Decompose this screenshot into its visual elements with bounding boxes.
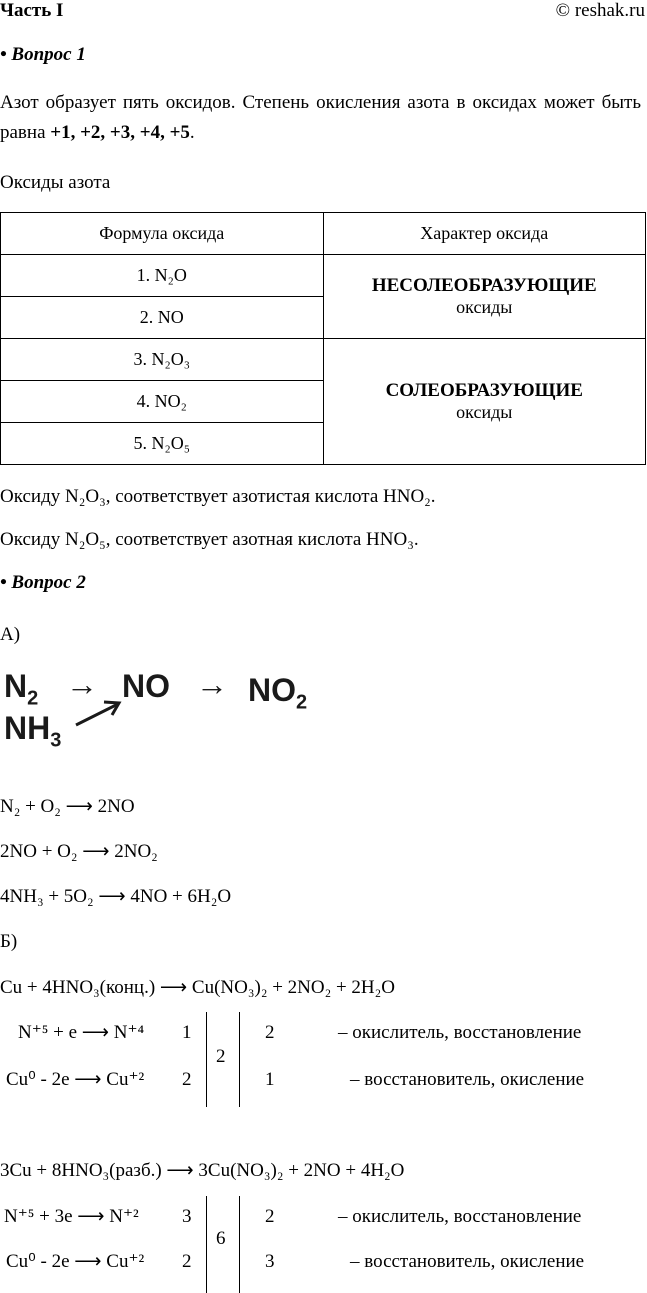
table-header-row	[1, 213, 646, 255]
equation-dilute: 3Cu + 8HNO₃(разб.) ⟶ 3Cu(NO₃)₂ + 2NO + 4H₂O	[0, 1160, 405, 1181]
electrons: 2	[182, 1251, 192, 1272]
divider	[239, 1196, 240, 1293]
electrons: 2	[182, 1069, 192, 1090]
formula-cell: 1. N₂O	[1, 255, 324, 297]
coefficient: 2	[265, 1022, 275, 1043]
equation: 2NO + O₂ ⟶ 2NO₂	[0, 841, 158, 862]
group-title: НЕСОЛЕОБРАЗУЮЩИЕ	[371, 275, 597, 296]
header-formula: Формула оксида	[1, 213, 324, 255]
lcm: 6	[216, 1228, 226, 1249]
lcm: 2	[216, 1046, 226, 1067]
coefficient: 2	[265, 1206, 275, 1227]
copyright: © reshak.ru	[555, 0, 645, 21]
electrons: 3	[182, 1206, 192, 1227]
coefficient: 3	[265, 1251, 275, 1272]
half-reaction: Cu⁰ - 2e ⟶ Cu⁺²	[6, 1251, 145, 1272]
group-title: СОЛЕОБРАЗУЮЩИЕ	[385, 380, 583, 401]
scheme-arrow: →	[196, 666, 228, 702]
formula-cell: 2. NO	[1, 297, 324, 339]
divider	[206, 1012, 207, 1107]
divider	[206, 1196, 207, 1293]
scheme-no2: $NO_2$	[248, 672, 308, 714]
part-b-label: Б)	[0, 931, 18, 952]
intro-text: Азот образует пять оксидов. Степень окисления азота в оксидах может быть равна	[0, 92, 641, 143]
question-1-title: • Вопрос 1	[0, 44, 86, 65]
scheme-nh3: $NH_3$	[4, 710, 62, 752]
group-cell-nonsalt	[323, 255, 646, 339]
role: – восстановитель, окисление	[350, 1069, 585, 1090]
equation-conc: Cu + 4HNO₃(конц.) ⟶ Cu(NO₃)₂ + 2NO₂ + 2H₂O	[0, 977, 396, 998]
half-reaction: Cu⁰ - 2e ⟶ Cu⁺²	[6, 1069, 145, 1090]
formula-cell: 3. N₂O₃	[1, 339, 324, 381]
formula-cell: 4. NO₂	[1, 381, 324, 423]
role: – восстановитель, окисление	[350, 1251, 585, 1272]
intro-paragraph	[0, 88, 641, 148]
formula-cell: 5. N₂O₅	[1, 423, 324, 465]
sentence-n2o5: Оксиду N₂O₅, соответствует азотная кислота HNO₃.	[0, 529, 419, 550]
intro-end: .	[189, 122, 195, 143]
role: – окислитель, восстановление	[338, 1206, 582, 1227]
oxidation-states: +1, +2, +3, +4, +5	[50, 122, 190, 143]
table-row	[1, 255, 646, 297]
half-reaction: N⁺⁵ + 3e ⟶ N⁺²	[4, 1206, 139, 1227]
half-reaction: N⁺⁵ + e ⟶ N⁺⁴	[18, 1022, 145, 1043]
diagonal-arrow-icon	[74, 698, 124, 728]
equation: N₂ + O₂ ⟶ 2NO	[0, 796, 135, 817]
group-cell-salt	[323, 339, 646, 465]
equation: 4NH₃ + 5O₂ ⟶ 4NO + 6H₂O	[0, 886, 232, 907]
sentence-n2o3: Оксиду N₂O₃, соответствует азотистая кислота HNO₂.	[0, 486, 436, 507]
table-caption: Оксиды азота	[0, 172, 111, 193]
oxides-table	[0, 212, 646, 465]
scheme-n2: $N_2$	[4, 668, 39, 710]
group-sub: оксиды	[456, 297, 513, 317]
role: – окислитель, восстановление	[338, 1022, 582, 1043]
part-a-label: А)	[0, 624, 21, 645]
question-2-title: • Вопрос 2	[0, 572, 86, 593]
part-title: Часть I	[0, 0, 64, 21]
scheme-arrow: →	[66, 666, 98, 702]
scheme-no: NO	[122, 668, 170, 704]
header-character: Характер оксида	[323, 213, 646, 255]
table-row	[1, 339, 646, 381]
divider	[239, 1012, 240, 1107]
electrons: 1	[182, 1022, 192, 1043]
group-sub: оксиды	[456, 402, 513, 422]
coefficient: 1	[265, 1069, 275, 1090]
